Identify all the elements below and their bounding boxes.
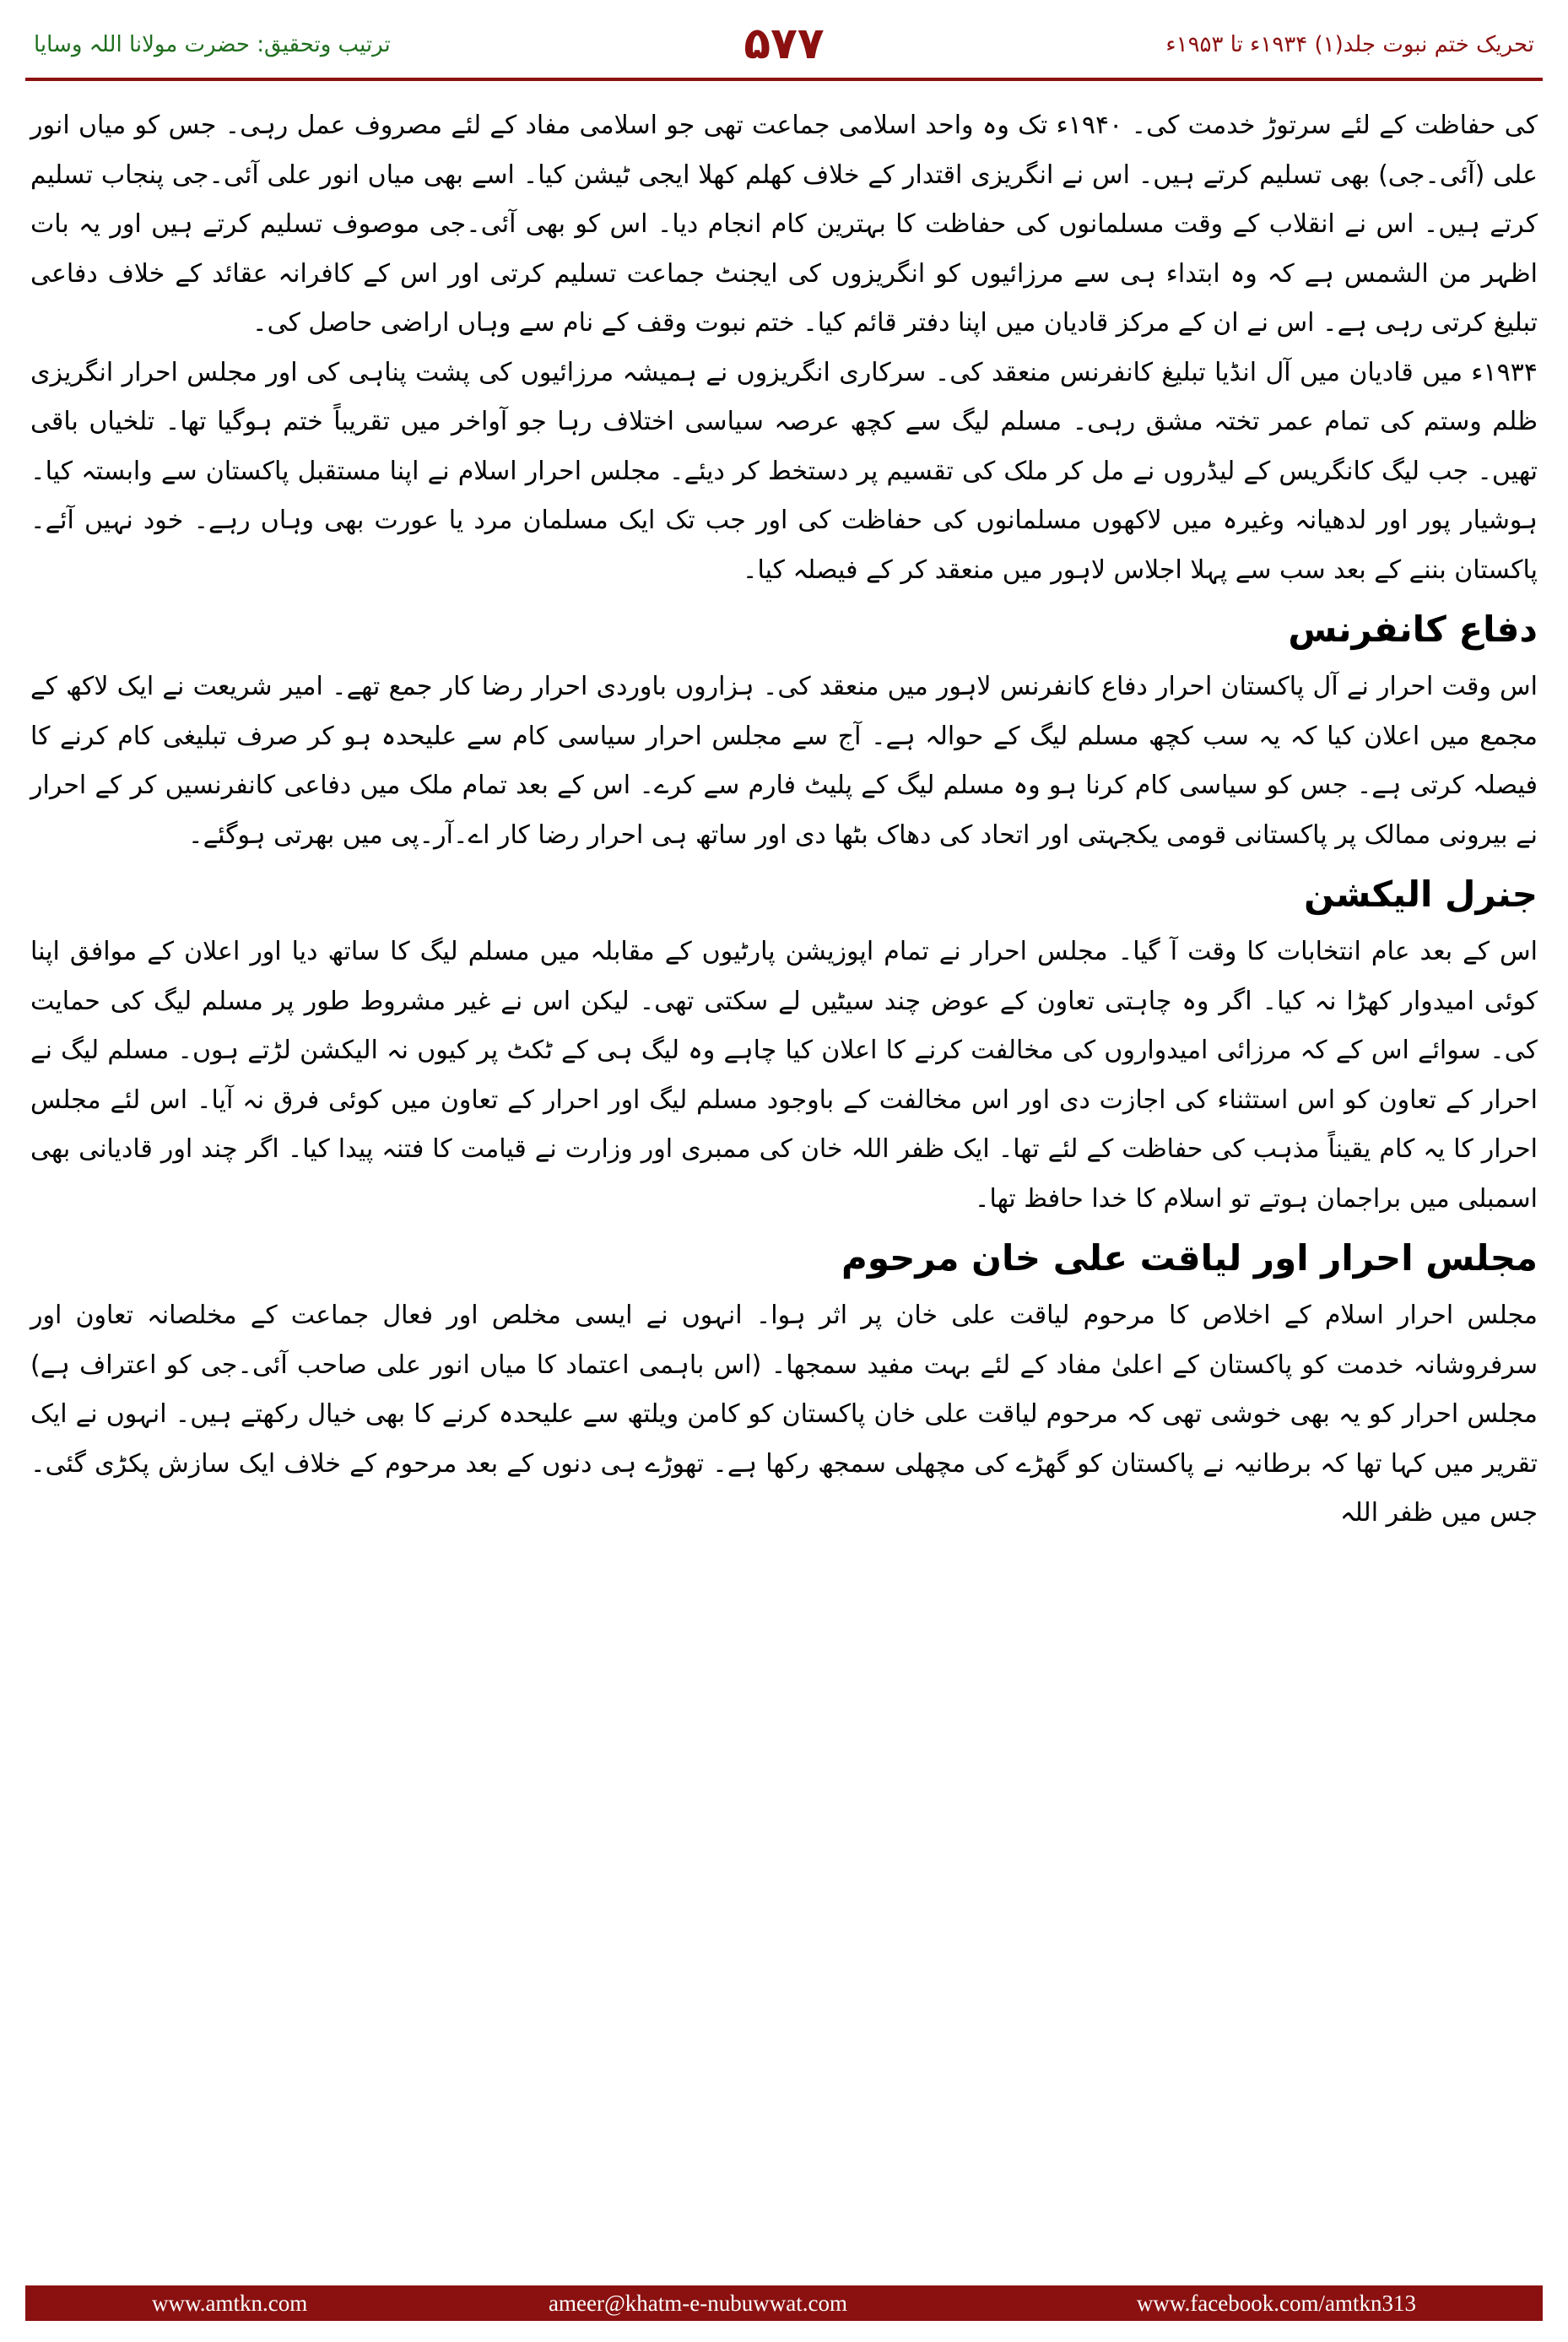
page-header (0, 0, 1568, 78)
section-heading-general-election: جنرل الیکشن (1304, 874, 1538, 915)
section-heading-ahrar-liaquat: مجلس احرار اور لیاقت علی خان مرحوم (841, 1237, 1538, 1279)
footer-email-link[interactable]: ameer@khatm-e-nubuwwat.com (549, 2291, 847, 2316)
paragraph-1: کی حفاظت کے لئے سرتوڑ خدمت کی۔ ۱۹۴۰ء تک وہ واحد اسلامی جماعت تھی جو اسلامی مفاد کے لئے مصروف عمل رہی۔ جس کو میاں انور علی (آئی۔جی) بھی تسلیم کرتے ہیں۔ اس نے انگریزی اقتدار کے خلاف کھلم کھلا ایجی ٹیشن کیا۔ اسے بھی میاں انور علی آئی۔جی پنجاب تسلیم کرتے ہیں۔ اس نے انقلاب کے وقت مسلمانوں کی حفاظت کا بہترین کام انجام دیا۔ اس کو بھی آئی۔جی موصوف تسلیم کرتے ہیں اور یہ بات اظہر من الشمس ہے کہ وہ ابتداء ہی سے مرزائیوں کو انگریزوں کی ایجنٹ جماعت تسلیم کرتی اور اس کے کافرانہ عقائد کے خلاف دفاعی تبلیغ کرتی رہی ہے۔ اس نے ان کے مرکز قادیان میں اپنا دفتر قائم کیا۔ ختم نبوت وقف کے نام سے وہاں اراضی حاصل کی۔ (30, 111, 1538, 338)
paragraph-2: ۱۹۳۴ء میں قادیان میں آل انڈیا تبلیغ کانفرنس منعقد کی۔ سرکاری انگریزوں نے ہمیشہ مرزائیوں کی پشت پناہی کی اور مجلس احرار انگریزی ظلم وستم کی تمام عمر تختہ مشق رہی۔ مسلم لیگ سے کچھ عرصہ سیاسی اختلاف رہا جو آواخر میں تقریباً ختم ہوگیا تھا۔ تلخیاں باقی تھیں۔ جب لیگ کانگریس کے لیڈروں نے مل کر ملک کی تقسیم پر دستخط کر دیئے۔ مجلس احرار اسلام نے اپنا مستقبل پاکستان سے وابستہ کیا۔ ہوشیار پور اور لدھیانہ وغیرہ میں لاکھوں مسلمانوں کی حفاظت کی اور جب تک ایک مسلمان مرد یا عورت بھی وہاں رہے۔ خود نہیں آئے۔ پاکستان بننے کے بعد سب سے پہلا اجلاس لاہور میں منعقد کر کے فیصلہ کیا۔ (30, 357, 1538, 585)
paragraph-3: اس وقت احرار نے آل پاکستان احرار دفاع کانفرنس لاہور میں منعقد کی۔ ہزاروں باوردی احرار رضا کار جمع تھے۔ امیر شریعت نے ایک لاکھ کے مجمع میں اعلان کیا کہ یہ سب کچھ مسلم لیگ کے حوالہ ہے۔ آج سے مجلس احرار سیاسی کام سے علیحدہ ہو کر صرف تبلیغی کام کرنے کا فیصلہ کرتی ہے۔ جس کو سیاسی کام کرنا ہو وہ مسلم لیگ کے پلیٹ فارم سے کرے۔ اس کے بعد تمام ملک میں دفاعی کانفرنسیں کر کے احرار نے بیرونی ممالک پر پاکستانی قومی یکجہتی اور اتحاد کی دھاک بٹھا دی اور ساتھ ہی احرار رضا کار اے۔آر۔پی میں بھرتی ہوگئے۔ (30, 672, 1538, 850)
page-number: ۵۷۷ (743, 19, 825, 69)
footer-facebook-link[interactable]: www.facebook.com/amtkn313 (1136, 2291, 1416, 2316)
header-divider (25, 78, 1543, 81)
paragraph-4: اس کے بعد عام انتخابات کا وقت آ گیا۔ مجلس احرار نے تمام اپوزیشن پارٹیوں کے مقابلہ میں مسلم لیگ کا ساتھ دیا اور اعلان کے موافق اپنا کوئی امیدوار کھڑا نہ کیا۔ اگر وہ چاہتی تعاون کے عوض چند سیٹیں لے سکتی تھی۔ لیکن اس نے غیر مشروط طور پر مسلم لیگ کی حمایت کی۔ سوائے اس کے کہ مرزائی امیدواروں کی مخالفت کرنے کا اعلان کیا چاہے وہ لیگ ہی کے ٹکٹ پر کیوں نہ الیکشن لڑتے ہوں۔ مسلم لیگ نے احرار کے تعاون کو اس استثناء کی اجازت دی اور اس مخالفت کے باوجود مسلم لیگ اور احرار کے تعاون میں کوئی فرق نہ آیا۔ اس لئے مجلس احرار کا یہ کام یقیناً مذہب کی حفاظت کے لئے تھا۔ ایک ظفر اللہ خان کی ممبری اور وزارت نے قیامت کا فتنہ پیدا کیا۔ اگر چند اور قادیانی بھی اسمبلی میں براجمان ہوتے تو اسلام کا خدا حافظ تھا۔ (30, 937, 1538, 1214)
footer-website-link[interactable]: www.amtkn.com (152, 2291, 308, 2316)
compiler-credit: ترتیب وتحقیق: حضرت مولانا اللہ وسایا (34, 32, 391, 57)
page-footer (25, 2285, 1543, 2321)
book-title: تحریک ختم نبوت جلد(۱) ۱۹۳۴ء تا ۱۹۵۳ء (1165, 32, 1534, 57)
section-heading-difa-conference: دفاع کانفرنس (1288, 608, 1538, 650)
paragraph-5: مجلس احرار اسلام کے اخلاص کا مرحوم لیاقت علی خان پر اثر ہوا۔ انہوں نے ایسی مخلص اور فعال جماعت کے مخلصانہ تعاون اور سرفروشانہ خدمت کو پاکستان کے اعلیٰ مفاد کے لئے بہت مفید سمجھا۔ (اس باہمی اعتماد کا میاں انور علی صاحب آئی۔جی کو اعتراف ہے) مجلس احرار کو یہ بھی خوشی تھی کہ مرحوم لیاقت علی خان پاکستان کو کامن ویلتھ سے علیحدہ کرنے کا بھی خیال رکھتے ہیں۔ انہوں نے ایک تقریر میں کہا تھا کہ برطانیہ نے پاکستان کو گھڑے کی مچھلی سمجھ رکھا ہے۔ تھوڑے ہی دنوں کے بعد مرحوم کے خلاف ایک سازش پکڑی گئی۔ جس میں ظفر اللہ (30, 1301, 1538, 1528)
page-body (30, 101, 1538, 2262)
